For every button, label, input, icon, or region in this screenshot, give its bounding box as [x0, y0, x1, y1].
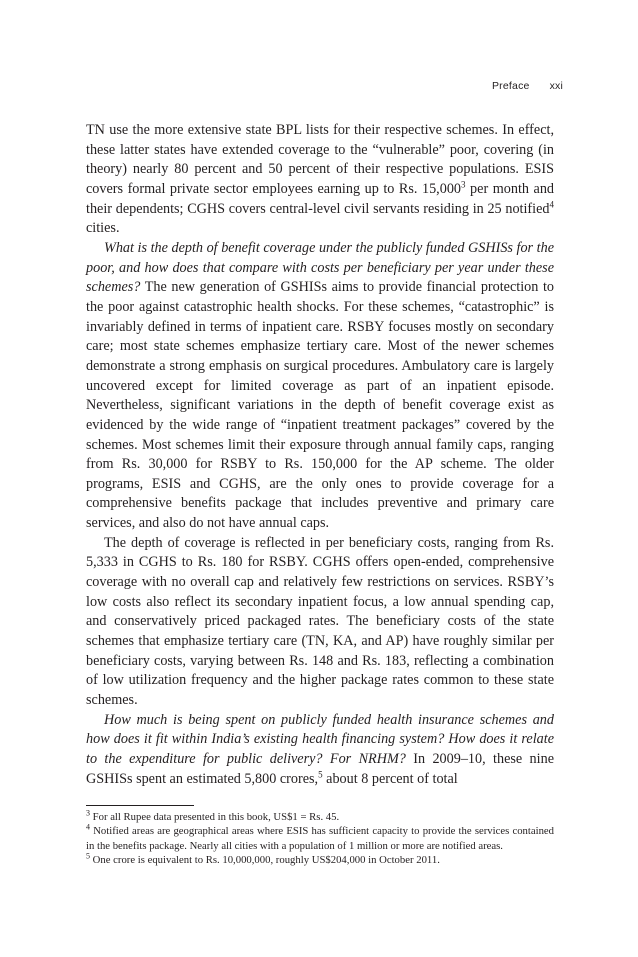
footnote: [86, 810, 554, 824]
paragraph: [86, 711, 554, 790]
paragraph: [86, 121, 554, 239]
text-segment: about 8 percent of total: [322, 770, 458, 787]
text-segment: TN use the more extensive state BPL lists for their respective schemes. In effect, these latter states have extended coverage to the “vulnerable” poor, covering (in theory) nearly 80 percent and 50 percent of their respective populations. ESIS covers formal private sector employees earning up to Rs. 15,000: [86, 122, 554, 197]
footnote-reference: 5: [318, 768, 323, 779]
footnote-text: Notified areas are geographical areas where ESIS has sufficient capacity to provide the services contained in the benefits package. Nearly all cities with a population of 1 million or more are notified areas.: [86, 825, 554, 852]
page-number: xxi: [549, 80, 563, 92]
section-title: Preface: [491, 80, 530, 92]
body-text: [86, 121, 554, 789]
footnote-number: 4: [86, 822, 90, 832]
footnote: [86, 824, 554, 853]
footnote-text: For all Rupee data presented in this book, US$1 = Rs. 45.: [92, 811, 340, 823]
paragraph: [86, 534, 554, 711]
text-segment: per month and their dependents; CGHS covers central-level civil servants residing in 25 notified: [86, 180, 555, 217]
text-segment: The depth of coverage is reflected in per beneficiary costs, ranging from Rs. 5,333 in CGHS to Rs. 180 for RSBY. CGHS offers open-ended, comprehensive coverage with no overall cap and relatively few restrictions on services. RSBY’s low costs also reflect its secondary inpatient focus, a low annual spending cap, and conservatively priced packaged rates. The beneficiary costs of the state schemes that emphasize tertiary care (TN, KA, and AP) have roughly similar per beneficiary costs, varying between Rs. 148 and Rs. 183, reflecting a combination of low utilization frequency and the higher package rates common to these state schemes.: [86, 534, 554, 709]
footnote-text: One crore is equivalent to Rs. 10,000,000, roughly US$204,000 in October 2011.: [92, 854, 440, 867]
paragraph: [86, 239, 554, 534]
footnote-reference: 3: [461, 179, 466, 190]
italic-question: How much is being spent on publicly funded health insurance schemes and how does it fit within India’s existing health financing system? How does it relate to the expenditure for public delivery? For NRHM?: [86, 711, 554, 767]
text-segment: In 2009–10, these nine GSHISs spent an estimated 5,800 crores,: [86, 751, 554, 787]
footnote-rule: [86, 805, 194, 806]
text-segment: The new generation of GSHISs aims to provide financial protection to the poor against catastrophic health shocks. For these schemes, “catastrophic” is invariably defined in terms of inpatient care. RSBY focuses mostly on secondary care; most state schemes emphasize tertiary care. Most of the newer schemes demonstrate a strong emphasis on surgical procedures. Ambulatory care is largely uncovered except for limited coverage as part of an inpatient episode. Nevertheless, significant variations in the depth of benefit coverage exist as evidenced by the wide range of “inpatient treatment packages” covered by the schemes. Most schemes limit their exposure through annual family caps, ranging from Rs. 30,000 for RSBY to Rs. 150,000 for the AP scheme. The older programs, ESIS and CGHS, are the only ones to provide coverage for a comprehensive benefits package that includes preventive and primary care services, and also do not have annual caps.: [86, 279, 554, 532]
footnotes: [86, 810, 554, 868]
running-head: [492, 80, 563, 92]
italic-question: What is the depth of benefit coverage under the publicly funded GSHISs for the poor, and how does that compare with costs per beneficiary per year under these schemes?: [86, 239, 554, 296]
text-segment: cities.: [86, 220, 120, 237]
footnote: [86, 853, 554, 867]
footnote-reference: 4: [549, 198, 554, 209]
footnote-number: 3: [86, 808, 90, 818]
footnote-number: 5: [86, 851, 90, 861]
